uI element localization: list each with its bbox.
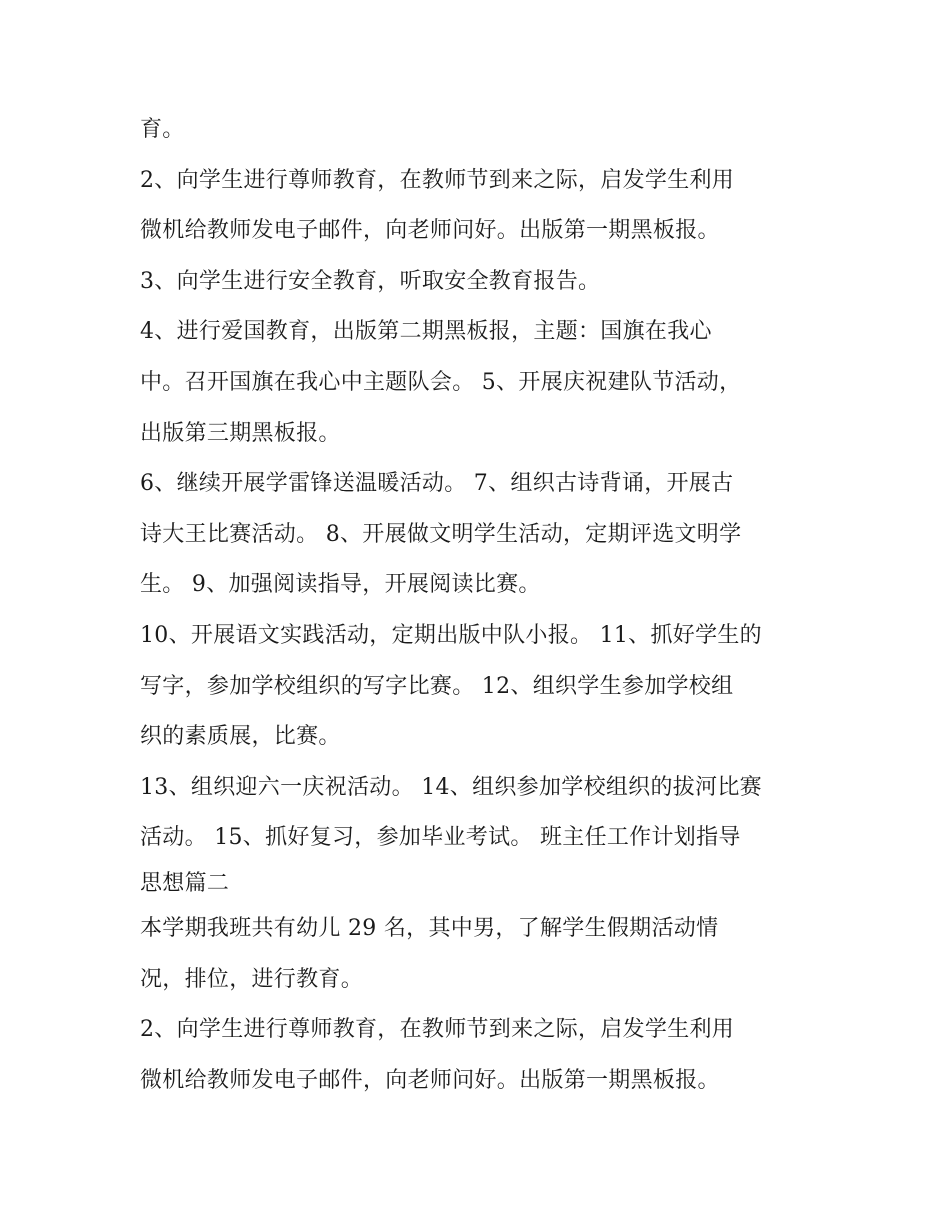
text-line: 况，排位，进行教育。 (140, 966, 364, 992)
text-line: 2、向学生进行尊师教育，在教师节到来之际，启发学生利用 (140, 167, 735, 193)
text-line: 育。 (140, 117, 185, 142)
text-line: 织的素质展，比赛。 (140, 724, 341, 750)
text-line: 写字，参加学校组织的写字比赛。 12、组织学生参加学校组 (140, 673, 734, 699)
text-line: 出版第三期黑板报。 (140, 420, 341, 446)
text-line: 本学期我班共有幼儿 29 名，其中男，了解学生假期活动情 (140, 915, 719, 941)
text-line: 6、继续开展学雷锋送温暖活动。 7、组织古诗背诵，开展古 (140, 471, 734, 497)
text-line: 微机给教师发电子邮件，向老师问好。出版第一期黑板报。 (140, 218, 720, 244)
section-heading: 思想篇二 (140, 870, 230, 896)
text-line: 2、向学生进行尊师教育，在教师节到来之际，启发学生利用 (140, 1017, 735, 1043)
text-line: 4、进行爱国教育，出版第二期黑板报，主题：国旗在我心 (140, 319, 712, 345)
text-line: 微机给教师发电子邮件，向老师问好。出版第一期黑板报。 (140, 1067, 720, 1093)
text-line: 活动。 15、抓好复习，参加毕业考试。 班主任工作计划指导 (140, 825, 741, 851)
text-line: 中。召开国旗在我心中主题队会。 5、开展庆祝建队节活动， (140, 369, 742, 395)
text-line: 13、组织迎六一庆祝活动。 14、组织参加学校组织的拔河比赛 (140, 774, 762, 800)
text-line: 3、向学生进行安全教育，听取安全教育报告。 (140, 268, 601, 294)
document-body (140, 105, 830, 1106)
text-line: 诗大王比赛活动。 8、开展做文明学生活动，定期评选文明学 (140, 521, 742, 547)
text-line: 生。 9、加强阅读指导，开展阅读比赛。 (140, 572, 541, 598)
text-line: 10、开展语文实践活动，定期出版中队小报。 11、抓好学生的 (140, 622, 762, 648)
